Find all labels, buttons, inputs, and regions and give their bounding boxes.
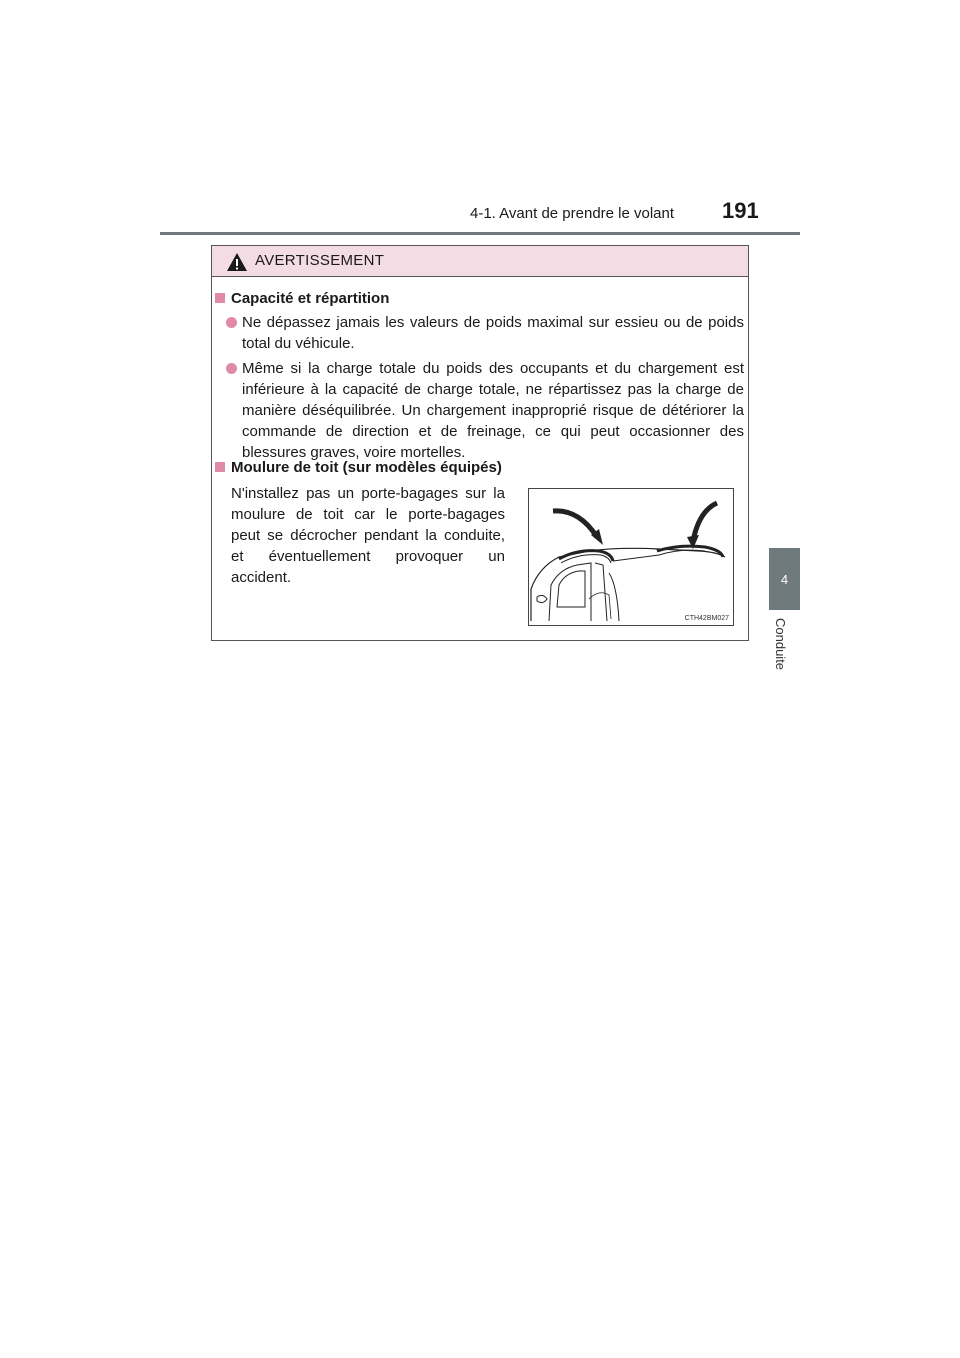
bullet-text: Ne dépassez jamais les valeurs de poids maximal sur essieu ou de poids total du véhicule. [242,314,744,352]
figure-code: CTH42BM027 [684,615,729,622]
warning-title: AVERTISSEMENT [255,252,385,269]
section-title: 4-1. Avant de prendre le volant [470,205,675,222]
chapter-tab-number: 4 [780,572,789,587]
warning-triangle-icon [226,252,248,272]
warning-box [211,245,749,641]
roof-molding-text: N'installez pas un porte-bagages sur la moulure de toit car le porte-bagages peut se décrocher pendant la conduite, et éventuellement provoquer un accident. [231,485,505,586]
page-number: 191 [722,198,759,223]
square-bullet-icon [215,293,225,303]
car-roof-illustration [529,489,734,626]
bullet-item [226,312,744,354]
round-bullet-icon [226,363,237,374]
square-bullet-icon [215,462,225,472]
section-heading-roof: Moulure de toit (sur modèles équipés) [215,459,502,476]
round-bullet-icon [226,317,237,328]
chapter-tab-label: Conduite [773,618,788,671]
header-rule [160,232,800,235]
section-heading-capacity: Capacité et répartition [215,290,389,307]
bullet-text: Même si la charge totale du poids des occupants et du chargement est inférieure à la capacité de charge totale, ne répartissez pas la charge de manière déséquilibrée. Un chargement inapproprié risque de détériorer la commande de direction et de freinage, ce qui peut occasionner des blessures graves, voire mortelles. [242,360,744,461]
warning-header [212,246,748,277]
bullet-item [226,358,744,463]
roof-molding-figure [528,488,734,626]
